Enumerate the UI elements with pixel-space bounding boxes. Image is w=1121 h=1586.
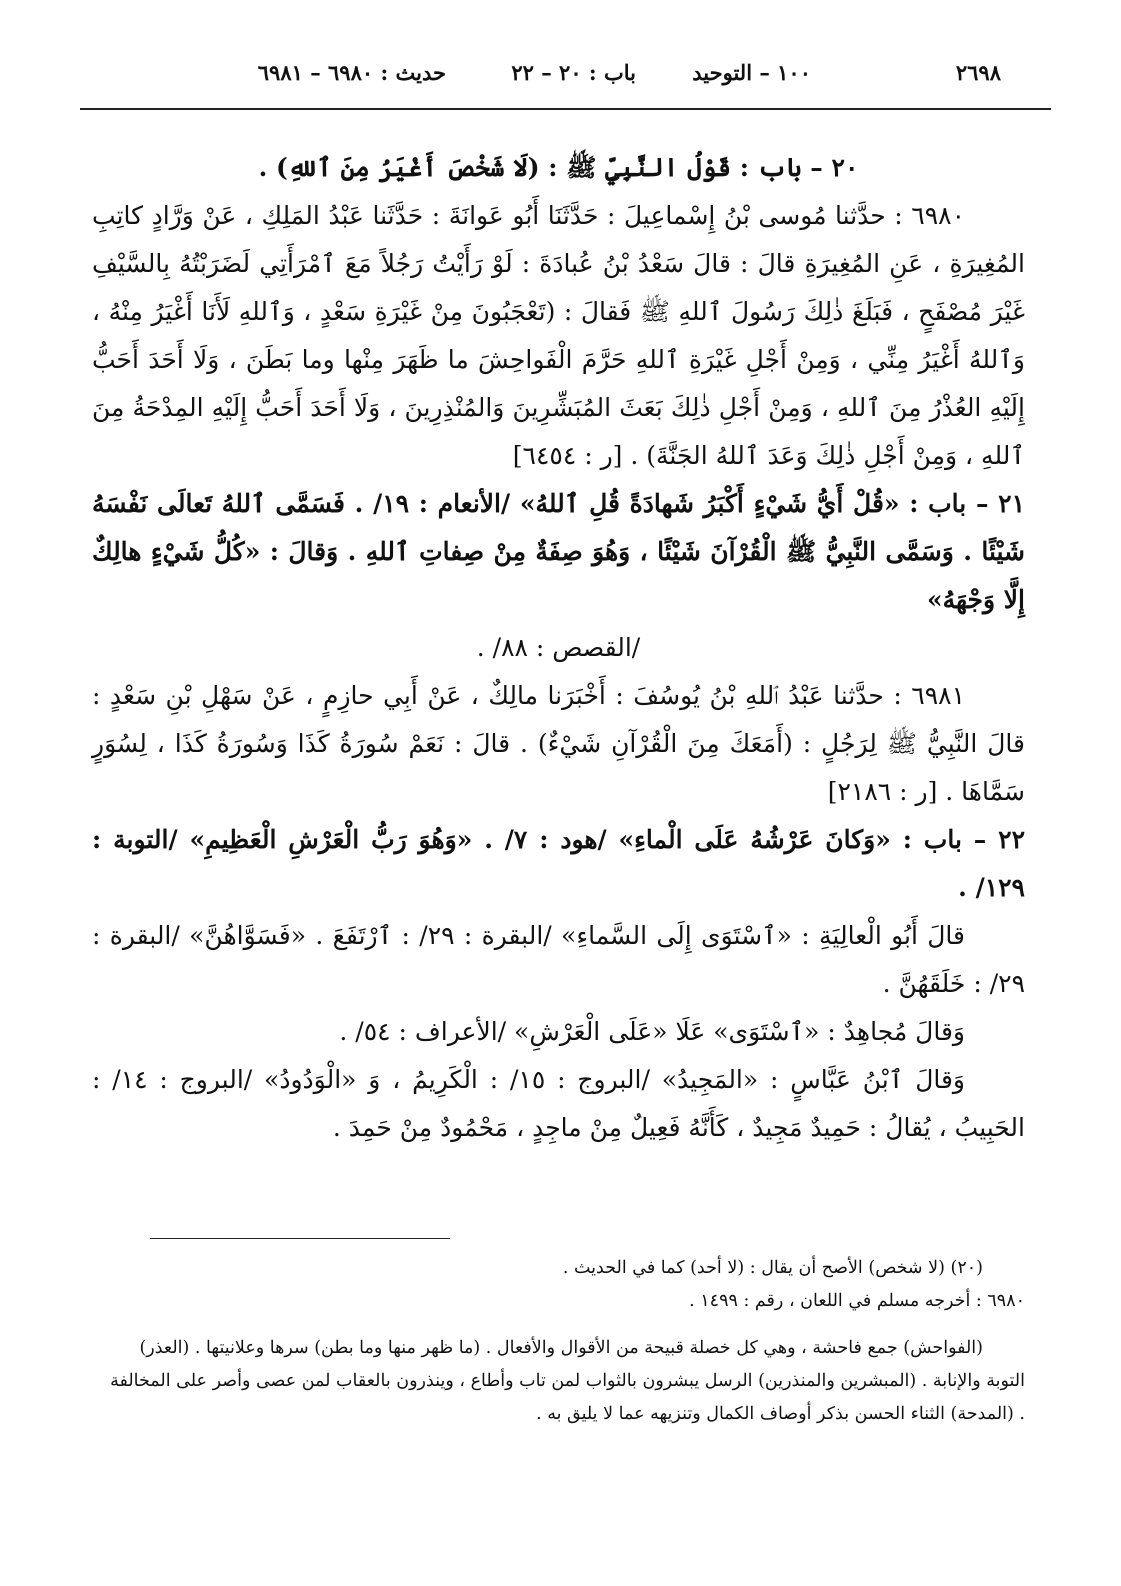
mujahid-statement: وَقالَ مُجاهِدٌ : «ٱسْتَوَى» عَلَا «عَلَى الْعَرْشِ» /الأعراف : ٥٤/ . (339, 1017, 965, 1046)
bab-22-heading: ٢٢ – باب : «وَكانَ عَرْشُهُ عَلَى الْماءِ» /هود : ٧/ . «وَهُوَ رَبُّ الْعَرْشِ الْعَظِيمِ» /التوبة : ١٢٩/ . (92, 825, 1025, 902)
book-title: ١٠٠ – التوحيد (692, 60, 811, 85)
footnote-glossary: (الفواحش) جمع فاحشة ، وهي كل خصلة قبيحة من الأقوال والأفعال . (ما ظهر منها وما بطن) سرها وعلانيتها . (العذر) التوبة والإنابة . (المبشرين والمنذرين) الرسل يبشرون بالثواب لمن تاب وأطاع ، وينذرون بالعقاب لمن عصى وأصر على المخالفة . (المدحة) الثناء الحسن بذكر أوصاف الكمال وتنزيهه عما لا يليق به . (110, 1338, 1025, 1424)
hadith-6980: ٦٩٨٠ : حدَّثنا مُوسى بْنُ إِسْماعِيلَ : حَدَّثَنَا أَبُو عَوانَةَ : حَدَّثَنا عَبْدُ المَلِكِ ، عَنْ وَرَّادٍ كاتِبِ المُغِيرَةِ ، عَنِ المُغِيرَةِ قالَ : قالَ سَعْدُ بْنُ عُبادَةَ : لَوْ رَأَيْتُ رَجُلاً مَعَ ٱمْرَأَتِي لَضَرَبْتُهُ بِالسَّيْفِ غَيْرَ مُصْفَحٍ ، فَبَلَغَ ذٰلِكَ رَسُولَ ٱللهِ ﷺ فَقالَ : (تَعْجَبُونَ مِنْ غَيْرَةِ سَعْدٍ ، وَٱللهِ لَأَنَا أَغْيَرُ مِنْهُ ، وَٱللهُ أَغْيَرُ مِنِّي ، وَمِنْ أَجْلِ غَيْرَةِ ٱللهِ حَرَّمَ الْفَواحِشَ ما ظَهَرَ مِنْها وما بَطَنَ ، وَلَا أَحَدَ أَحَبُّ إِلَيْهِ العُذْرُ مِنَ ٱللهِ ، وَمِنْ أَجْلِ ذٰلِكَ بَعَثَ المُبَشِّرِينَ وَالمُنْذِرِينَ ، وَلَا أَحَدَ أَحَبُّ إِلَيْهِ المِدْحَةُ مِنَ ٱللهِ ، وَمِنْ أَجْلِ ذٰلِكَ وَعَدَ ٱللهُ الجَنَّةَ) . [ر : ٦٤٥٤] (92, 201, 1025, 470)
hadith-range: حديث : ٦٩٨٠ – ٦٩٨١ (257, 60, 446, 85)
bab-range: باب : ٢٠ – ٢٢ (511, 60, 636, 85)
running-header (150, 52, 1001, 92)
abul-aliya-statement: قالَ أَبُو الْعالِيَةِ : «ٱسْتَوَى إِلَى السَّماءِ» /البقرة : ٢٩/ : ٱرْتَفَعَ . «فَسَوَّاهُنَّ» /البقرة : ٢٩/ : خَلَقَهُنَّ . (92, 921, 1025, 998)
hadith-6981: ٦٩٨١ : حدَّثنا عَبْدُ ٱللهِ بْنُ يُوسُفَ : أَخْبَرَنا مالِكٌ ، عَنْ أَبِي حازِمٍ ، عَنْ سَهْلِ بْنِ سَعْدٍ : قالَ النَّبِيُّ ﷺ لِرَجُلٍ : (أَمَعَكَ مِنَ الْقُرْآنِ شَيْءٌ) . قالَ : نَعَمْ سُورَةُ كَذَا وَسُورَةُ كَذَا ، لِسُوَرٍ سَمَّاهَا . [ر : ٢١٨٦] (92, 681, 1025, 806)
ibn-abbas-statement: وَقالَ ٱبْنُ عَبَّاسٍ : «المَجِيدُ» /البروج : ١٥/ : الْكَرِيمُ ، وَ «الْوَدُودُ» /البروج : ١٤/ : الحَبِيبُ ، يُقالُ : حَمِيدٌ مَجِيدٌ ، كَأَنَّهُ فَعِيلٌ مِنْ ماجِدٍ ، مَحْمُودٌ مِنْ حَمِدَ . (92, 1065, 1025, 1142)
page-number: ٢٦٩٨ (955, 60, 1001, 85)
footnote-divider (150, 1238, 450, 1239)
footnotes (100, 1252, 1025, 1431)
bab-21-heading: ٢١ – باب : «قُلْ أَيُّ شَيْءٍ أَكْبَرُ شَهادَةً قُلِ ٱللهُ» /الأنعام : ١٩/ . فَسَمَّى ٱللهُ تَعالَى نَفْسَهُ شَيْئًا . وَسَمَّى النَّبِيُّ ﷺ الْقُرْآنَ شَيْئًا ، وَهُوَ صِفَةٌ مِنْ صِفاتِ ٱللهِ . وَقالَ : «كُلُّ شَيْءٍ هالِكٌ إِلَّا وَجْهَهُ» (92, 489, 1025, 614)
footnote-6980: ٦٩٨٠ : أخرجه مسلم في اللعان ، رقم : ١٤٩٩ . (689, 1291, 1025, 1311)
footnote-20: (٢٠) (لا شخص) الأصح أن يقال : (لا أحد) كما في الحديث . (562, 1258, 983, 1278)
bab-21-reference: /القصص : ٨٨/ . (476, 633, 641, 662)
header-divider (80, 108, 1051, 110)
bab-20-heading: ٢٠ – باب : قَوْلُ النَّبِيِّ ﷺ : (لَا شَخْصَ أَغْيَرُ مِنَ ٱللهِ) . (258, 153, 859, 182)
main-text (92, 144, 1025, 1152)
